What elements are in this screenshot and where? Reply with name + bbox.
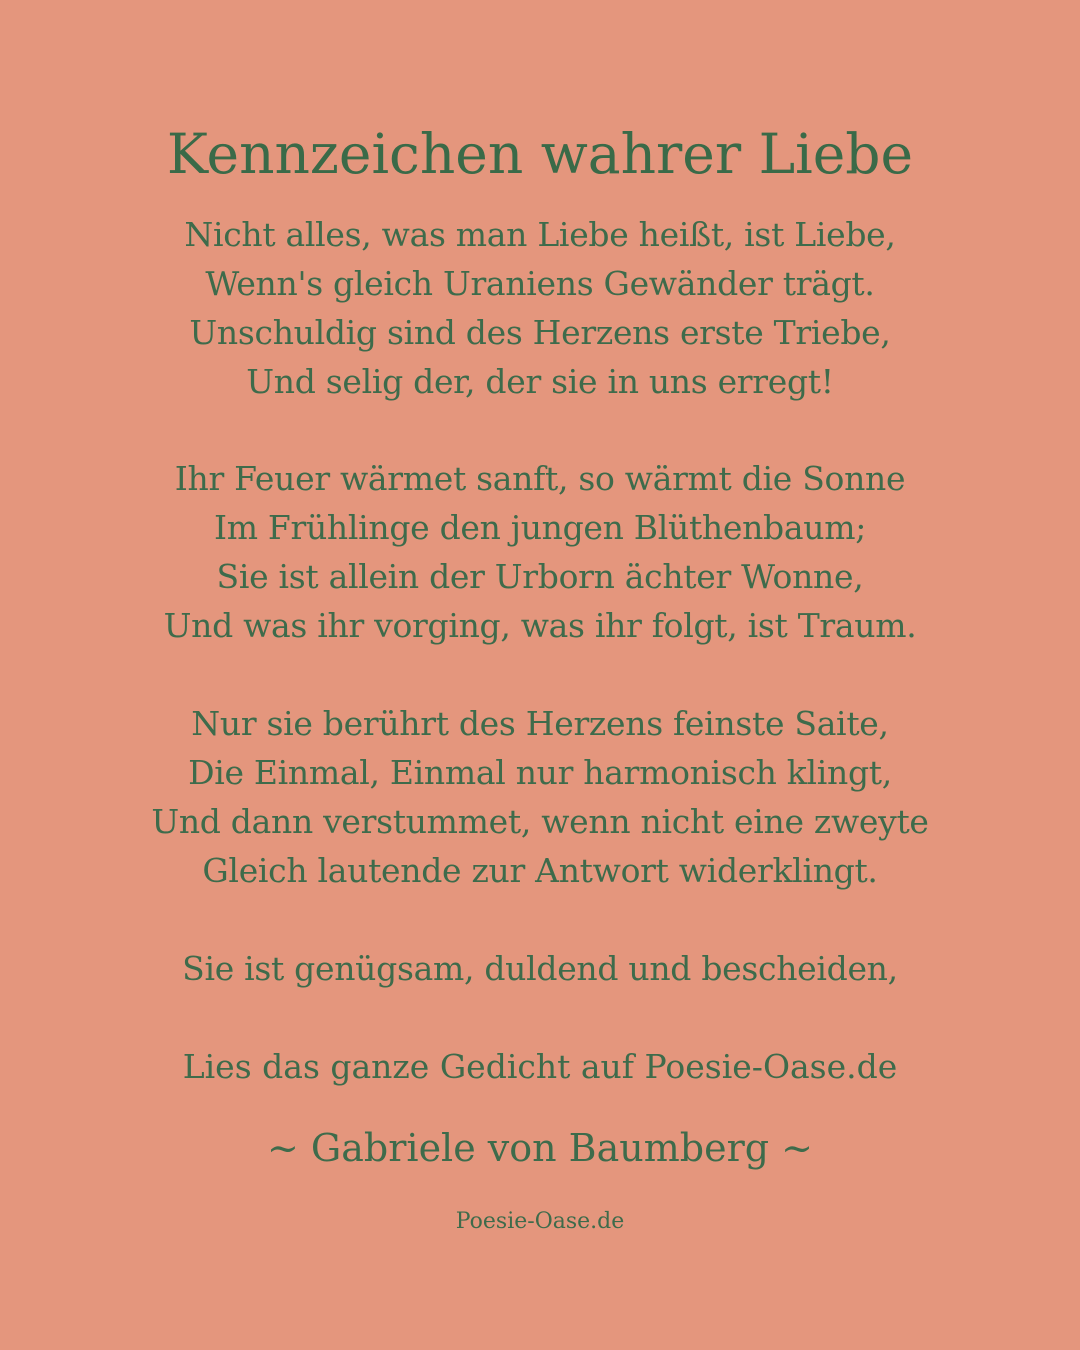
poem-line: Sie ist allein der Urborn ächter Wonne, <box>216 557 864 596</box>
poem-line: Im Frühlinge den jungen Blüthenbaum; <box>213 508 867 547</box>
stanza-3 <box>0 699 1080 895</box>
poem-author: ~ Gabriele von Baumberg ~ <box>267 1126 813 1170</box>
poem-line: Nicht alles, was man Liebe heißt, ist Liebe, <box>184 215 896 254</box>
poem-line: Gleich lautende zur Antwort widerklingt. <box>202 851 878 890</box>
poem-line: Und dann verstummet, wenn nicht eine zweyte <box>151 802 929 841</box>
poem-line: Ihr Feuer wärmet sanft, so wärmt die Sonne <box>174 459 906 498</box>
poem-line: Nur sie berührt des Herzens feinste Saite, <box>191 704 889 743</box>
read-full-poem-text: Lies das ganze Gedicht auf Poesie-Oase.de <box>182 1047 898 1086</box>
site-watermark: Poesie-Oase.de <box>455 1209 625 1234</box>
poem-line: Und was ihr vorging, was ihr folgt, ist Traum. <box>163 606 917 645</box>
poem-line: Und selig der, der sie in uns erregt! <box>246 362 834 401</box>
stanza-2 <box>0 454 1080 650</box>
stanza-4 <box>0 944 1080 993</box>
poem-line: Unschuldig sind des Herzens erste Triebe, <box>189 313 891 352</box>
poem-line: Sie ist genügsam, duldend und bescheiden, <box>182 949 898 988</box>
poem-line: Die Einmal, Einmal nur harmonisch klingt, <box>188 753 892 792</box>
poem-line: Wenn's gleich Uraniens Gewänder trägt. <box>205 264 875 303</box>
poem-title: Kennzeichen wahrer Liebe <box>166 122 914 186</box>
stanza-1 <box>0 210 1080 406</box>
